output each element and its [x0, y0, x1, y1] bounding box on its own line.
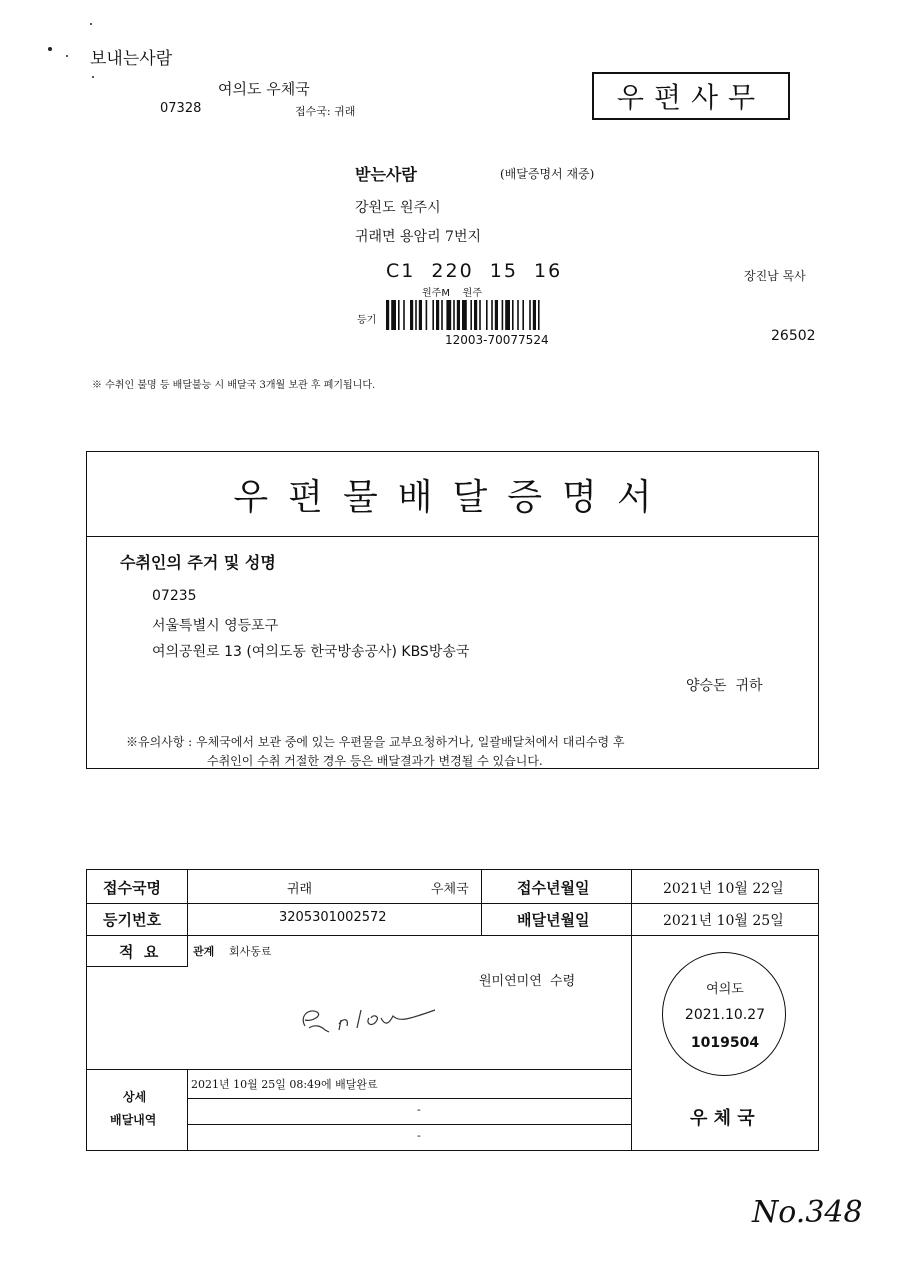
- sender-office: 여의도 우체국: [218, 80, 310, 98]
- certificate-recipient: 양승돈 귀하: [686, 678, 763, 694]
- certificate-notice-line2: 수취인이 수취 거절한 경우 등은 배달결과가 변경될 수 있습니다.: [207, 754, 543, 768]
- barcode-bar: [533, 300, 536, 330]
- sender-label: 보내는사람: [90, 49, 173, 69]
- handwritten-number: No.348: [752, 1195, 863, 1230]
- barcode-bar: [491, 300, 493, 330]
- barcode-bar: [538, 300, 540, 330]
- barcode-bar: [441, 300, 443, 330]
- barcode-bar: [453, 300, 455, 330]
- certificate-address-line1: 서울특별시 영등포구: [152, 618, 279, 634]
- postmark-seal: [662, 952, 786, 1076]
- detail-row-3: -: [417, 1129, 421, 1142]
- table-line: [87, 966, 187, 967]
- remarks-label: 적 요: [119, 943, 159, 961]
- post-office-label: 우 체 국: [690, 1108, 755, 1129]
- receipt-note: 원미연미연 수령: [479, 974, 576, 989]
- postal-affairs-text: 우편사무: [616, 81, 766, 114]
- recipient-address-line2: 귀래면 용암리 7번지: [355, 229, 481, 245]
- barcode-bar: [426, 300, 428, 330]
- reception-date-label: 접수년월일: [517, 879, 590, 897]
- barcode-bar: [522, 300, 524, 330]
- reception-office: 접수국: 귀래: [295, 105, 356, 118]
- barcode: [386, 300, 622, 330]
- barcode-bar: [446, 300, 451, 330]
- recipient-signature: [295, 988, 445, 1043]
- barcode-bar: [517, 300, 519, 330]
- detail-label-2: 배달내역: [110, 1113, 157, 1127]
- sort-code: C1 220 15 16: [386, 260, 563, 282]
- seal-date: 2021.10.27: [684, 1007, 766, 1023]
- reception-office-suffix: 우체국: [431, 882, 469, 897]
- table-line: [631, 870, 632, 1151]
- table-line: [187, 1069, 188, 1151]
- relation-label: 관계: [193, 945, 215, 958]
- scan-dot: [66, 55, 68, 57]
- scan-dot: [90, 23, 92, 25]
- barcode-bar: [474, 300, 477, 330]
- seal-number: 1019504: [690, 1035, 760, 1051]
- scan-dot: [92, 76, 94, 78]
- reception-date: 2021년 10월 22일: [663, 881, 784, 897]
- certificate-subtitle: 수취인의 주거 및 성명: [120, 553, 276, 572]
- table-line: [87, 1069, 631, 1070]
- registration-number-label: 등기번호: [103, 911, 161, 929]
- table-line: [87, 935, 818, 936]
- barcode-bar: [486, 300, 488, 330]
- barcode-bar: [398, 300, 400, 330]
- recipient-address-line1: 강원도 원주시: [355, 200, 441, 216]
- barcode-bar: [529, 300, 531, 330]
- barcode-bar: [462, 300, 467, 330]
- delivery-certificate: [86, 451, 819, 769]
- recipient-zip: 26502: [771, 328, 816, 344]
- barcode-bar: [415, 300, 417, 330]
- barcode-bar: [410, 300, 413, 330]
- postal-affairs-box: [592, 72, 790, 120]
- sender-zip: 07328: [160, 101, 202, 116]
- detail-row-1: 2021년 10월 25일 08:49에 배달완료: [191, 1078, 378, 1091]
- registration-number: 3205301002572: [279, 910, 387, 925]
- recipient-name: 장진남 목사: [744, 269, 806, 283]
- recipient-label: 받는사람: [355, 165, 417, 184]
- barcode-bar: [502, 300, 504, 330]
- barcode-number: 12003-70077524: [445, 333, 549, 347]
- barcode-bar: [479, 300, 481, 330]
- certificate-notice-line1: ※유의사항 : 우체국에서 보관 중에 있는 우편물을 교부요청하거나, 일괄배달처에서 대리수령 후: [126, 735, 625, 749]
- certificate-zip: 07235: [152, 588, 197, 604]
- table-line: [187, 1124, 631, 1125]
- barcode-bar: [495, 300, 498, 330]
- detail-label-1: 상세: [123, 1090, 147, 1104]
- table-line: [187, 1098, 631, 1099]
- barcode-bar: [436, 300, 439, 330]
- barcode-bar: [505, 300, 510, 330]
- barcode-bar: [457, 300, 460, 330]
- barcode-bar: [512, 300, 514, 330]
- barcode-bar: [386, 300, 389, 330]
- relation-value: 회사동료: [229, 945, 272, 958]
- disposal-notice: ※ 수취인 불명 등 배달불능 시 배달국 3개월 보관 후 폐기됩니다.: [92, 380, 376, 391]
- reception-office-label: 접수국명: [103, 879, 161, 897]
- barcode-bar: [391, 300, 396, 330]
- barcode-bar: [403, 300, 405, 330]
- certificate-address-line2: 여의공원로 13 (여의도동 한국방송공사) KBS방송국: [152, 644, 470, 660]
- delivery-date: 2021년 10월 25일: [663, 913, 784, 929]
- seal-office: 여의도: [706, 982, 744, 997]
- delivery-date-label: 배달년월일: [517, 911, 590, 929]
- reception-office-name: 귀래: [287, 882, 313, 897]
- registered-label: 등기: [357, 315, 377, 326]
- barcode-bar: [419, 300, 422, 330]
- barcode-bar: [470, 300, 472, 330]
- recipient-note: (배달증명서 재중): [500, 167, 595, 181]
- detail-row-2: -: [417, 1103, 421, 1116]
- certificate-title: 우편물배달증명서: [87, 452, 818, 537]
- table-line: [87, 903, 818, 904]
- barcode-bar: [432, 300, 434, 330]
- sort-code-sub: 원주M 원주: [422, 288, 482, 299]
- table-line: [187, 870, 188, 967]
- table-line: [481, 870, 482, 935]
- scan-dot: [48, 47, 52, 51]
